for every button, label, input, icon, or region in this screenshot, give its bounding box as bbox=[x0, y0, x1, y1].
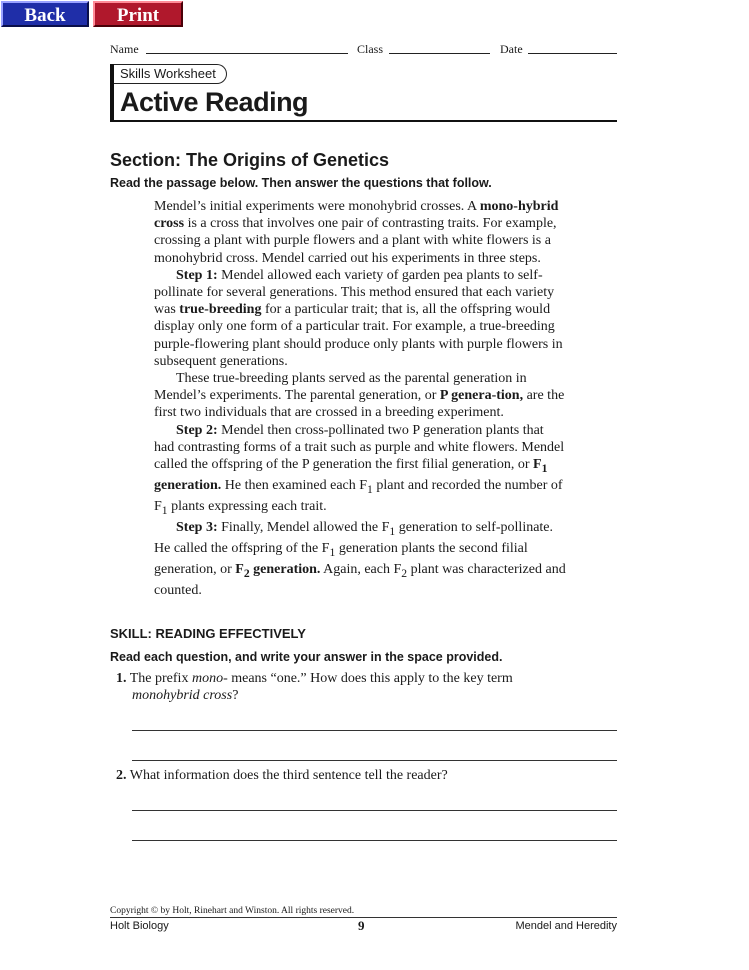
class-label: Class bbox=[357, 42, 384, 56]
back-button[interactable]: Back bbox=[1, 1, 89, 27]
passage-instructions: Read the passage below. Then answer the questions that follow. bbox=[110, 176, 492, 190]
answer-line-2b[interactable] bbox=[132, 840, 617, 841]
paragraph-step-3: Step 3: Finally, Mendel allowed the $F_1$ generation to self-pollinate. He called the offspring of the $F_1$ generation plants the second filial generation, or $F_2$ generation. Again, each $F_2$ plant was characterized and counted. bbox=[154, 520, 566, 599]
paragraph-step-1: Step 1: Mendel allowed each variety of garden pea plants to self-pollinate for several generations. This method ensured that each variety was true-breeding for a particular trait; that is, all the offspring would display only one form of a particular trait. For example, a true-breeding purple-flowering plant should produce only plants with purple flowers in subsequent generations. bbox=[154, 267, 563, 369]
question-2-number: 2. bbox=[116, 768, 127, 783]
question-1: 1. The prefix mono- means “one.” How does this apply to the key term monohybrid cross? bbox=[116, 671, 513, 704]
date-field[interactable] bbox=[528, 53, 617, 54]
footer-book: Holt Biology bbox=[110, 920, 169, 932]
name-field[interactable] bbox=[146, 53, 348, 54]
page-title: Active Reading bbox=[120, 87, 309, 117]
worksheet-type-tag: Skills Worksheet bbox=[114, 64, 227, 84]
page-number: 9 bbox=[358, 918, 365, 933]
date-label: Date bbox=[500, 42, 523, 56]
answer-line-1b[interactable] bbox=[132, 760, 617, 761]
paragraph-1: Mendel’s initial experiments were monohybrid crosses. A mono-hybrid cross is a cross that involves one pair of contrasting traits. For example, crossing a plant with purple flowers and a plant with white flowers is a monohybrid cross. Mendel carried out his experiments in three steps. bbox=[154, 199, 559, 266]
answer-line-1a[interactable] bbox=[132, 730, 617, 731]
skill-heading: SKILL: READING EFFECTIVELY bbox=[110, 626, 306, 641]
reading-passage bbox=[154, 198, 566, 599]
question-2: 2. What information does the third sentence tell the reader? bbox=[116, 768, 448, 783]
name-label: Name bbox=[110, 42, 139, 56]
title-rule bbox=[110, 120, 617, 122]
class-field[interactable] bbox=[389, 53, 490, 54]
paragraph-step-2: Step 2: Mendel then cross-pollinated two P generation plants that had contrasting forms of a trait such as purple and white flowers. Mendel called the offspring of the P generation the first filial generation, or $F_1$ generation. He then examined each $F_1$ plant and recorded the number of $F_1$ plants expressing each trait. bbox=[154, 422, 565, 517]
paragraph-3: These true-breeding plants served as the parental generation in Mendel’s experiments. The parental generation, or P genera-tion, are the first two individuals that are crossed in a breeding experiment. bbox=[154, 371, 565, 421]
print-button[interactable]: Print bbox=[93, 1, 183, 27]
question-1-number: 1. bbox=[116, 671, 127, 686]
section-title: Section: The Origins of Genetics bbox=[110, 150, 390, 170]
copyright: Copyright © by Holt, Rinehart and Winston. All rights reserved. bbox=[110, 906, 355, 916]
skill-instructions: Read each question, and write your answer in the space provided. bbox=[110, 650, 503, 664]
answer-line-2a[interactable] bbox=[132, 810, 617, 811]
footer-chapter: Mendel and Heredity bbox=[515, 920, 617, 932]
